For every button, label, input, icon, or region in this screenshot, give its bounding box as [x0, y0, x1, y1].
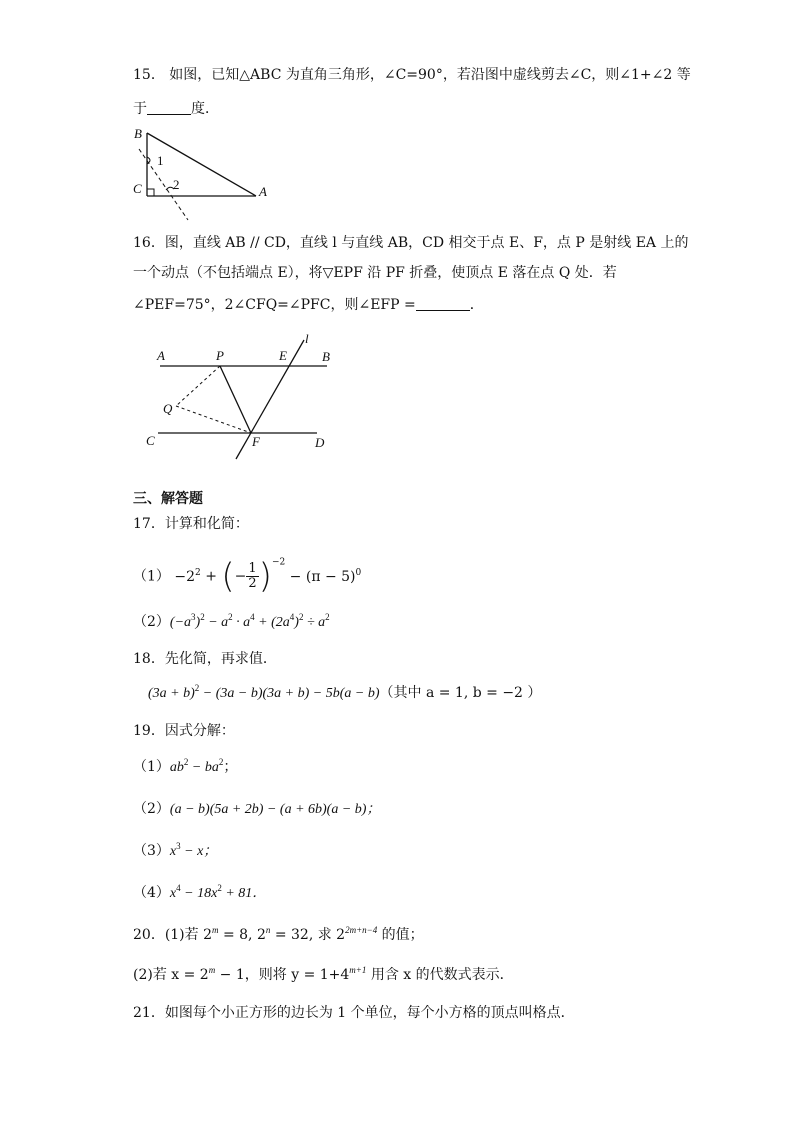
q16-line3-post: ． [469, 297, 484, 313]
q17-title: 17．计算和化简： [133, 516, 249, 532]
q15-line2-pre: 于 [133, 101, 147, 117]
q16-label-c: C [146, 433, 155, 448]
q16-label-p: P [216, 348, 224, 363]
q15-label-b: B [134, 126, 142, 141]
q15-label-c: C [133, 181, 142, 196]
q16-label-e: E [279, 348, 287, 363]
q16-label-d: D [315, 435, 325, 450]
q16-label-b: B [322, 349, 330, 364]
q16-line3-pre: ∠PEF=75°，2∠CFQ=∠PFC，则∠EFP = [133, 297, 416, 313]
q19-part1: $(1)ab^2 - ba^2$； [133, 757, 238, 775]
q15-label-a: A [259, 184, 267, 199]
q18-title: 18．先化简，再求值． [133, 651, 277, 667]
q16-label-l: l [305, 331, 309, 346]
q15-line2-post: 度． [191, 101, 219, 117]
q16-label-f: F [252, 434, 260, 449]
q15-text-line1: 15． 如图，已知△ABC 为直角三角形，∠C=90°，若沿图中虚线剪去∠C，则∠1+∠2 等 [133, 67, 691, 83]
q16-label-a: A [157, 348, 165, 363]
q16-label-q: Q [163, 401, 173, 416]
q16-text-line1: 16．图，直线 AB // CD，直线 l 与直线 AB，CD 相交于点 E、F，点 P 是射线 EA 上的 [133, 235, 689, 251]
q21-text: 21．如图每个小正方形的边长为 1 个单位，每个小方格的顶点叫格点． [133, 1005, 575, 1021]
section-heading: 三、解答题 [133, 491, 203, 507]
q16-text-line2: 一个动点（不包括端点 E），将▽EPF 沿 PF 折叠，使顶点 E 落在点 Q 处．若 [133, 265, 617, 281]
q19-part2: （2）(a − b)(5a + 2b) − (a + 6b)(a − b)； [133, 801, 381, 817]
q17-p1-term1: $-2^2$ [174, 567, 201, 585]
q17-p1-term3: − $(\pi - 5)^0$ [289, 567, 362, 585]
q19-title: 19．因式分解： [133, 723, 235, 739]
q18-condition: （其中 a = 1, b = −2 ） [379, 685, 542, 701]
q15-label-2: 2 [173, 177, 180, 192]
q17-p1-fraction: $\frac{1}{2}$ [248, 561, 257, 591]
q17-p1-label: （1） [133, 568, 170, 585]
q17-part1: $(1) -2^2$ + (− $\frac{1}{2}$ )$^{-2} - (\pi - 5)^0$ [133, 556, 362, 597]
q15-label-1: 1 [157, 153, 164, 168]
q20-part2: (2)若 $x = 2^m - 1$，则将 $y = 1+4^{m+1}$ 用含 x 的代数式表示． [133, 965, 514, 983]
q18-expression: $(3a + b)^2 - (3a - b)(3a + b) - 5b(a - b)$（其中 a = 1, b = −2 ） [148, 683, 542, 701]
q19-part3: $(3)x^3 - x$； [133, 841, 218, 859]
q20-part1: 20．(1)若 $2^m = 8$, $2^n = 32$, 求 $2^{2m+n-4}$ 的值； [133, 925, 424, 943]
q17-part2: $(2)(-a^3)^2 - a^2 \cdot a^4 + (2a^4)^2 \div a^2$ [133, 612, 330, 630]
q19-part4: $(4)x^4 - 18x^2 + 81$． [133, 883, 267, 901]
